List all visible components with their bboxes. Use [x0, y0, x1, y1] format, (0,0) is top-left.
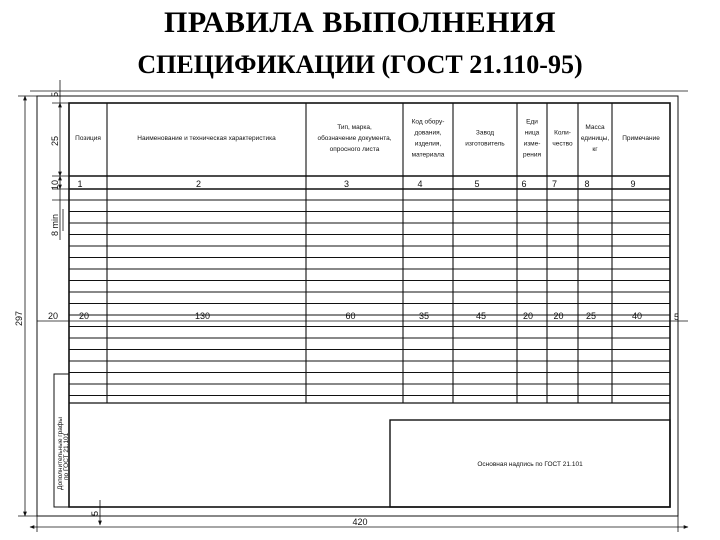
column-width-label: 20 — [522, 311, 534, 321]
column-width-dimensions — [69, 311, 670, 328]
dim-row-height: 8 min — [50, 213, 60, 236]
title-block-label: Основная надпись по ГОСТ 21.101 — [477, 461, 583, 468]
header-cell-text: кг — [592, 146, 598, 153]
header-cell-text: чество — [552, 140, 573, 148]
title-line-1: ПРАВИЛА ВЫПОЛНЕНИЯ — [163, 6, 557, 39]
column-number: 7 — [551, 179, 558, 189]
dim-sheet-height: 297 — [14, 310, 24, 326]
sheet-border — [37, 96, 678, 516]
header-cell-text: материала — [411, 151, 445, 159]
column-width-label: 60 — [345, 311, 356, 321]
header-cell-text: Еди — [526, 118, 538, 126]
header-cell-text: Масса — [585, 124, 605, 131]
dim-header-height: 25 — [50, 135, 60, 146]
column-number-row — [77, 179, 635, 189]
header-cell-text: рения — [523, 151, 541, 159]
column-number: 3 — [343, 179, 350, 189]
column-width-label: 35 — [418, 311, 430, 321]
header-cell-text: обозначение документа, — [317, 135, 392, 142]
column-number: 6 — [521, 179, 527, 189]
header-cell-text: Примечание — [622, 135, 660, 142]
column-width-label: 25 — [585, 311, 597, 321]
header-cell-text: изделия, — [414, 140, 442, 148]
header-cell-text: ница — [524, 129, 540, 137]
dim-top-margin: 5 — [50, 91, 60, 97]
side-graphs-label-2: по ГОСТ 21.101 — [63, 432, 70, 480]
header-cell-text: опросного листа — [329, 146, 380, 153]
column-width-label: 20 — [553, 311, 564, 321]
column-number: 2 — [195, 179, 202, 189]
header-cell-text: изготовитель — [465, 140, 505, 148]
dim-bottom-margin: 5 — [90, 510, 100, 516]
dim-sheet-width: 420 — [352, 517, 368, 527]
column-number: 9 — [630, 179, 636, 189]
column-number: 4 — [417, 179, 423, 189]
dim-right-margin: 5 — [674, 312, 680, 322]
header-cell-text: Наименование и техническая характеристика — [137, 135, 276, 142]
side-graphs-label-1: Дополнительные графы — [57, 417, 64, 490]
column-number: 8 — [584, 179, 590, 189]
dim-number-row: 10 — [50, 179, 60, 190]
title-line-2: СПЕЦИФИКАЦИИ (ГОСТ 21.110-95) — [137, 50, 583, 79]
header-cell-text: Тип, марка, — [337, 124, 372, 131]
table-rows — [69, 200, 670, 396]
header-cell-text: Код обору- — [411, 118, 445, 126]
dim-left-margin: 20 — [48, 311, 59, 321]
header-cell-text: единицы, — [580, 135, 610, 142]
header-cell-text: Коли- — [554, 129, 571, 137]
column-number: 1 — [77, 179, 83, 189]
header-cell-text: изме- — [523, 140, 541, 148]
column-width-label: 40 — [631, 311, 643, 321]
header-cell-text: Позиция — [75, 135, 101, 142]
header-cell-text: дования, — [414, 129, 442, 137]
table-header — [75, 118, 660, 159]
column-width-label: 130 — [194, 311, 211, 321]
column-width-label: 45 — [475, 311, 487, 321]
column-width-label: 20 — [78, 311, 90, 321]
drawing-frame — [69, 103, 670, 507]
header-cell-text: Завод — [475, 129, 495, 137]
column-number: 5 — [474, 179, 480, 189]
